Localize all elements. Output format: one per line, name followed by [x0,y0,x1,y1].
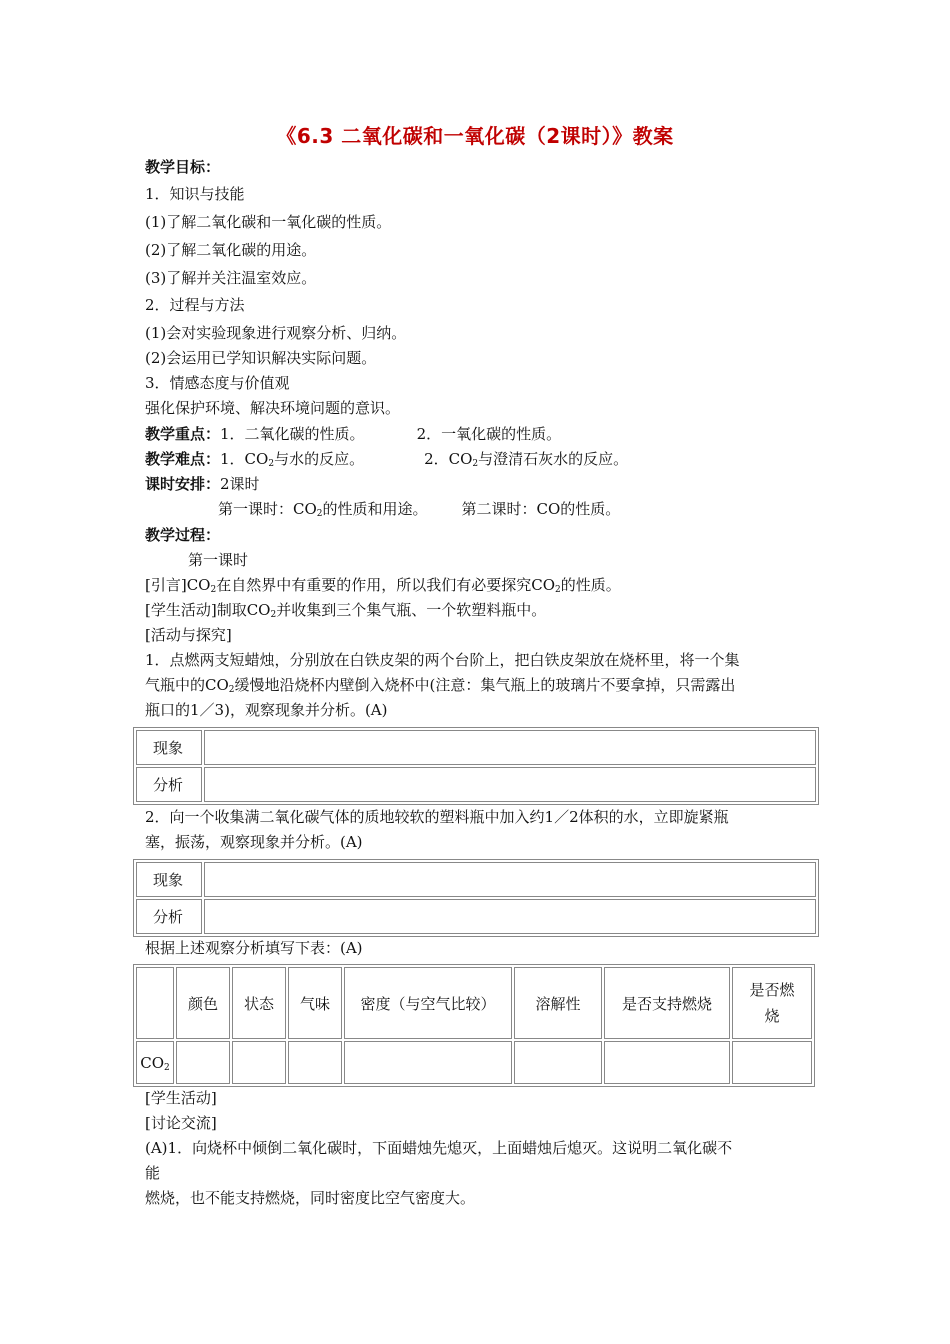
cell-density[interactable] [344,1041,512,1084]
subscript: 2 [472,459,479,469]
experiment-2-line-2: 塞，振荡，观察现象并分析。(A) [145,833,363,851]
goal-item-3: (3)了解并关注温室效应。 [145,269,317,287]
table-row [136,767,816,802]
process-heading: 教学过程： [145,526,221,544]
goal-item-5: (2)会运用已学知识解决实际问题。 [145,349,377,367]
goals-heading: 教学目标： [145,158,221,176]
key-label: 教学重点： [145,425,221,443]
difficulty-a-rest: 与水的反应。 [274,450,365,468]
schedule-second: 第二课时：CO的性质。 [461,500,621,518]
header-combustible [732,967,812,1039]
intro-text-2: 在自然界中有重要的作用，所以我们有必要探究CO [216,576,555,594]
conclusion-line-3: 燃烧，也不能支持燃烧，同时密度比空气密度大。 [145,1189,476,1207]
experiment-1-line-1: 1．点燃两支短蜡烛，分别放在白铁皮架的两个台阶上，把白铁皮架放在烧杯里，将一个集 [145,651,740,669]
experiment-1-text: 气瓶中的CO [145,676,229,694]
subscript: 2 [164,1062,170,1073]
subscript: 2 [228,685,235,695]
lesson-title: 第一课时 [188,551,249,569]
row-label-co2 [136,1041,174,1084]
schedule-first: 第一课时：CO [218,500,317,518]
cell-odor[interactable] [288,1041,342,1084]
cell-supports-combustion[interactable] [604,1041,730,1084]
intro-line [145,575,621,595]
key-point-a: 1．二氧化碳的性质。 [220,425,365,443]
header-combustible-line1: 是否燃 [749,981,795,999]
schedule-value: 2课时 [220,475,260,493]
schedule-label: 课时安排： [145,475,221,493]
difficulty-label: 教学难点： [145,450,221,468]
student-activity-heading: [学生活动] [145,1089,217,1107]
subscript: 2 [210,585,217,595]
goals-section-2: 2．过程与方法 [145,296,245,314]
subscript: 2 [555,585,561,595]
schedule-first-rest: 的性质和用途。 [322,500,428,518]
goal-item-1: (1)了解二氧化碳和一氧化碳的性质。 [145,213,392,231]
table-header-row [136,967,812,1039]
goals-section-1: 1．知识与技能 [145,185,245,203]
table-row [136,1041,812,1084]
experiment-2-line-1: 2．向一个收集满二氧化碳气体的质地较软的塑料瓶中加入约1／2体积的水，立即旋紧瓶 [145,808,729,826]
experiment-1-text-2: 缓慢地沿烧杯内壁倒入烧杯中(注意：集气瓶上的玻璃片不要拿掉，只需露出 [234,676,736,694]
cell-solubility[interactable] [514,1041,602,1084]
table-row [136,862,816,897]
observation-table-1 [133,727,819,805]
cell-state[interactable] [232,1041,286,1084]
header-state: 状态 [232,967,286,1039]
header-odor: 气味 [288,967,342,1039]
analysis-cell[interactable] [204,899,816,934]
schedule [145,474,260,494]
schedule-detail [218,499,620,519]
header-supports-combustion: 是否支持燃烧 [604,967,730,1039]
experiment-1-line-2 [145,675,735,695]
difficulty-b-rest: 与澄清石灰水的反应。 [478,450,629,468]
header-combustible-line2: 烧 [764,1007,780,1025]
header-empty [136,967,174,1039]
key-points [145,424,561,444]
document-title: 《6.3 二氧化碳和一氧化碳（2课时）》教案 [276,124,674,148]
goal-item-6: 强化保护环境、解决环境问题的意识。 [145,399,401,417]
experiment-1-line-3: 瓶口的1／3)，观察现象并分析。(A) [145,701,388,719]
property-table [133,964,815,1087]
row-label-analysis: 分析 [136,767,202,802]
intro-text-3: 的性质。 [560,576,621,594]
fill-instruction: 根据上述观察分析填写下表：(A) [145,939,363,957]
conclusion-line-2: 能 [145,1164,161,1182]
intro-text: [引言]CO [145,576,211,594]
observation-table-2 [133,859,819,937]
table-row [136,899,816,934]
goal-item-2: (2)了解二氧化碳的用途。 [145,241,317,259]
activity-line [145,600,546,620]
explore-heading: [活动与探究] [145,626,232,644]
cell-combustible[interactable] [732,1041,812,1084]
goal-item-4: (1)会对实验现象进行观察分析、归纳。 [145,324,407,342]
key-point-b: 2．一氧化碳的性质。 [416,425,562,443]
phenomenon-cell[interactable] [204,862,816,897]
goals-section-3: 3．情感态度与价值观 [145,374,290,392]
activity-text-2: 并收集到三个集气瓶、一个软塑料瓶中。 [276,601,547,619]
difficult-points [145,449,628,469]
difficulty-a: 1．CO [220,450,269,468]
subscript: 2 [270,610,277,620]
cell-color[interactable] [176,1041,230,1084]
co2-label: CO [140,1053,165,1072]
discussion-heading: [讨论交流] [145,1114,217,1132]
table-row [136,730,816,765]
subscript: 2 [316,509,323,519]
row-label-phenomenon: 现象 [136,730,202,765]
activity-text: [学生活动]制取CO [145,601,271,619]
phenomenon-cell[interactable] [204,730,816,765]
difficulty-b: 2．CO [424,450,473,468]
analysis-cell[interactable] [204,767,816,802]
row-label-analysis: 分析 [136,899,202,934]
subscript: 2 [268,459,275,469]
header-color: 颜色 [176,967,230,1039]
header-solubility: 溶解性 [514,967,602,1039]
row-label-phenomenon: 现象 [136,862,202,897]
conclusion-line-1: (A)1．向烧杯中倾倒二氧化碳时，下面蜡烛先熄灭，上面蜡烛后熄灭。这说明二氧化碳不 [145,1139,733,1157]
header-density: 密度（与空气比较） [344,967,512,1039]
